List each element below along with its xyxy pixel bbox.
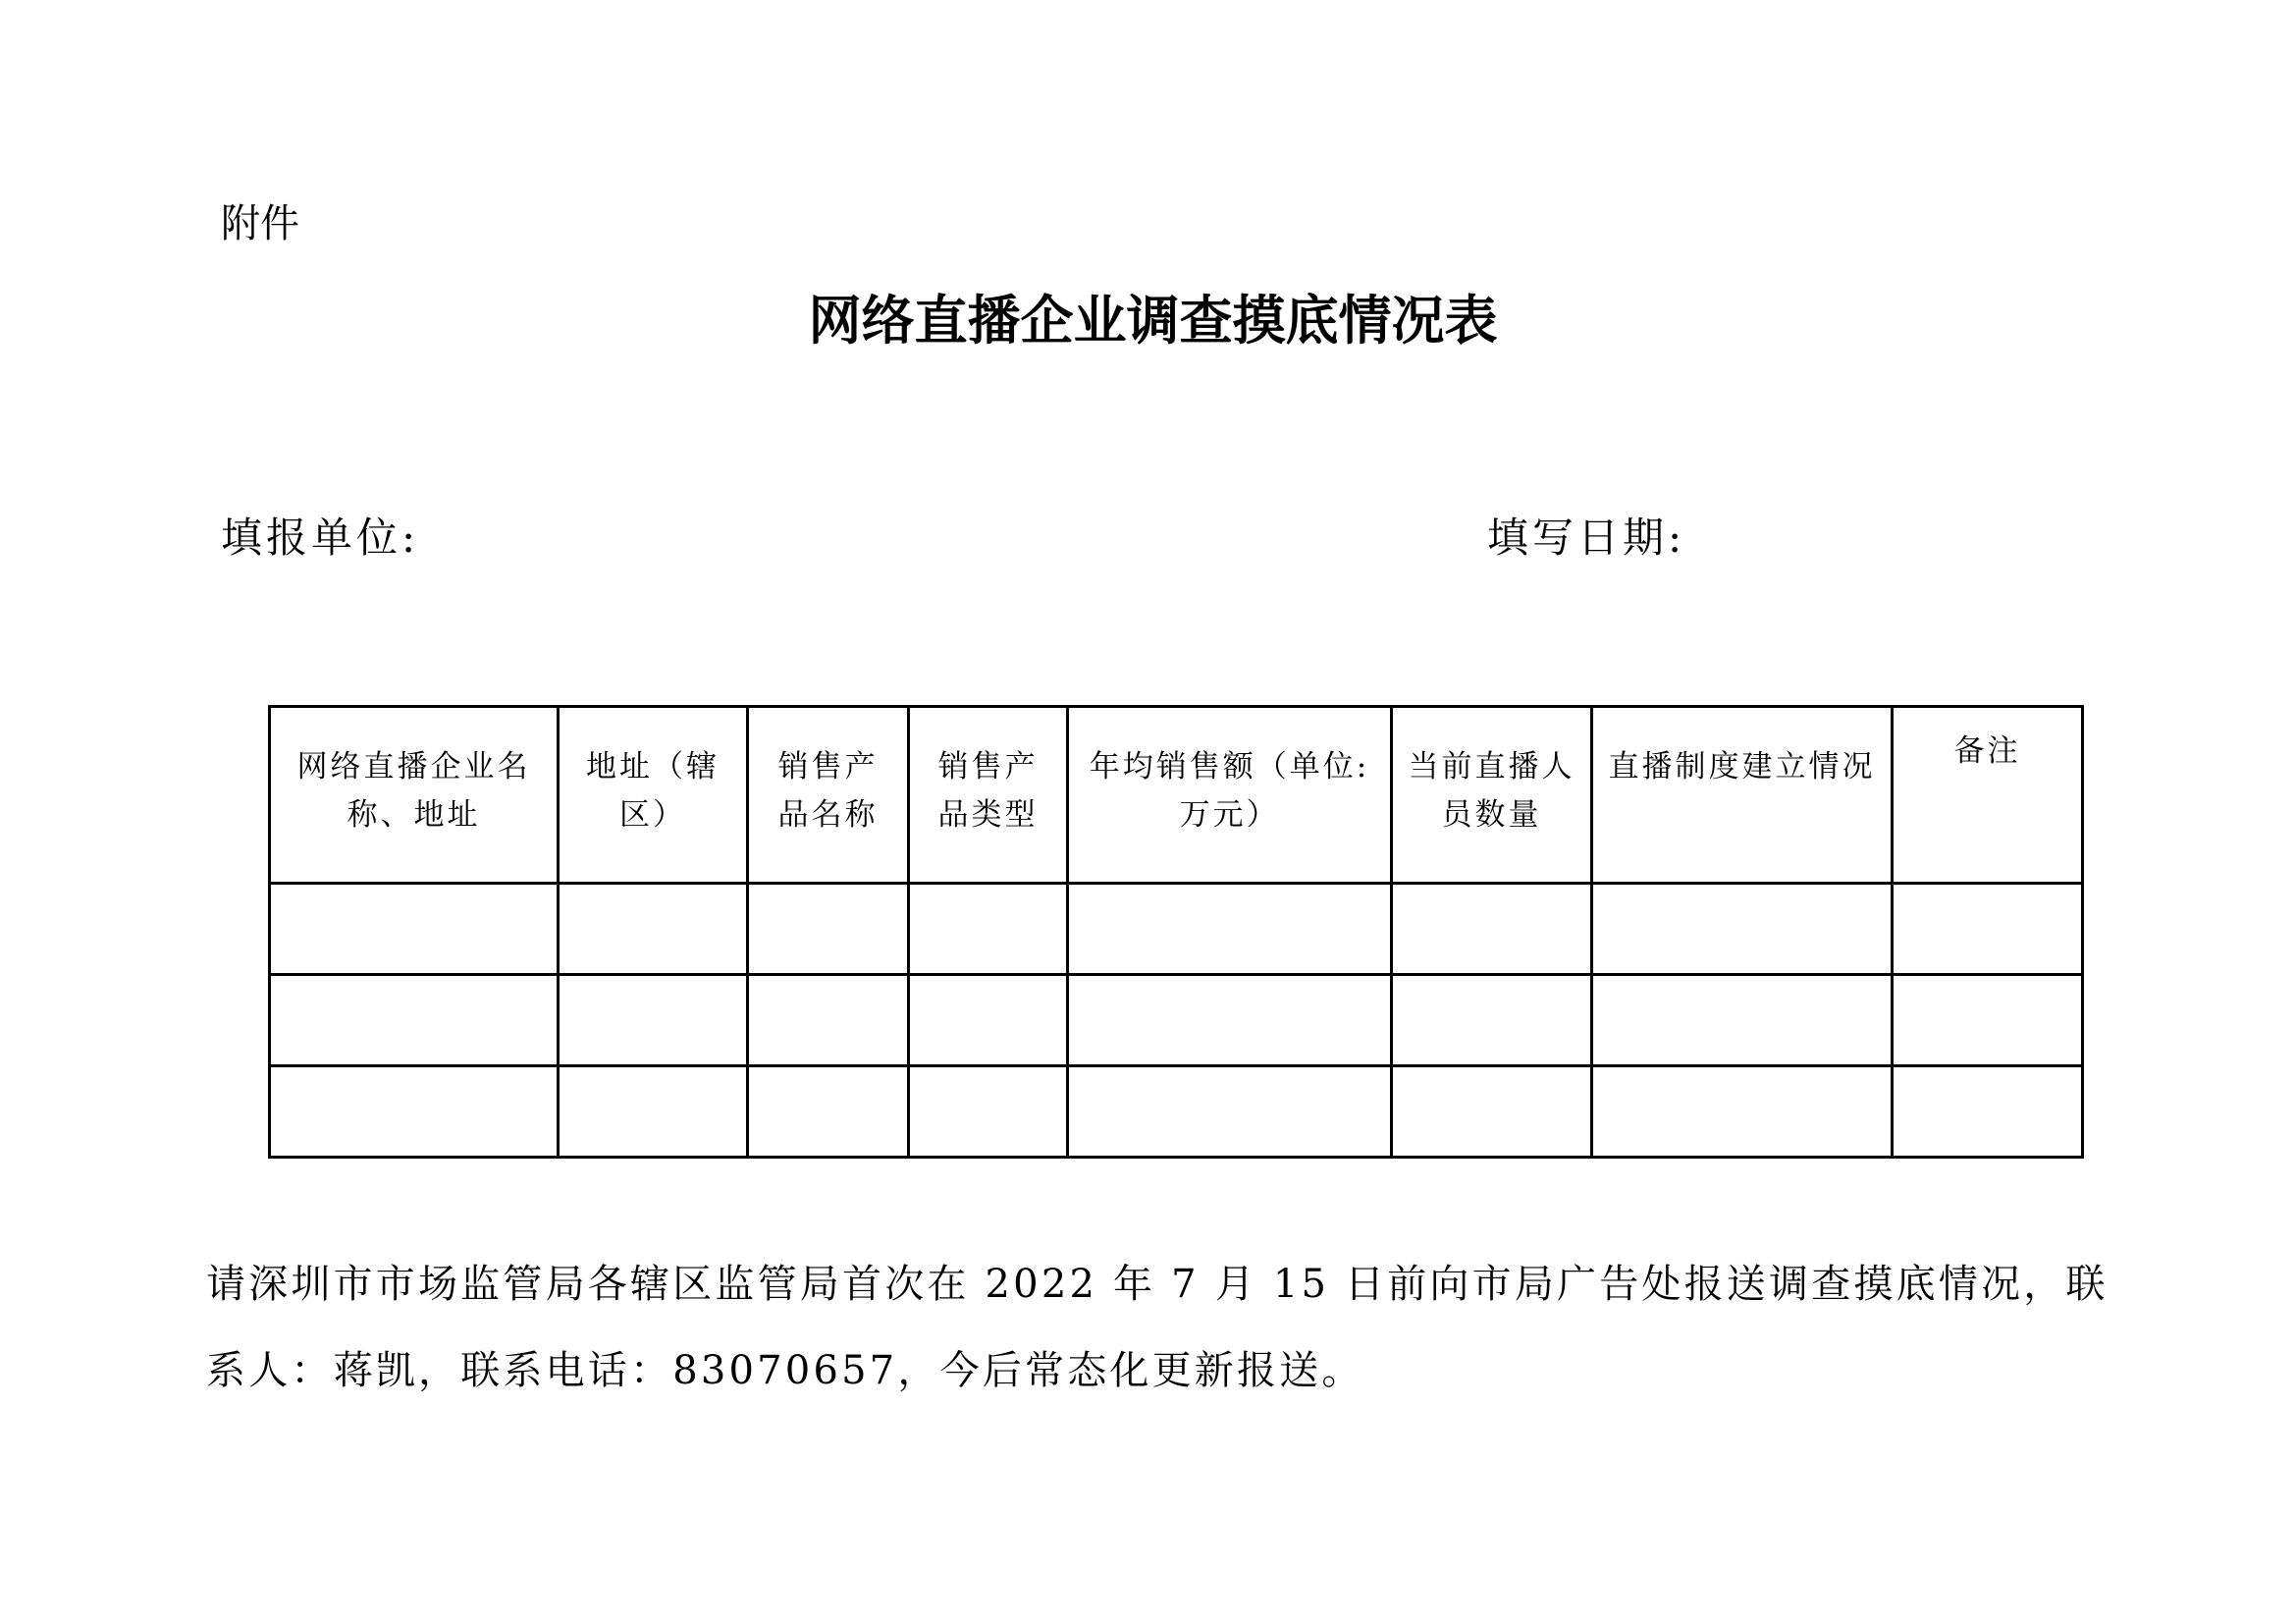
header-cell xyxy=(1068,707,1392,884)
table-cell[interactable] xyxy=(1893,884,2083,975)
table-cell[interactable] xyxy=(1893,1066,2083,1158)
table-row xyxy=(270,1066,2083,1158)
header-cell-text: 地址（辖 xyxy=(586,749,720,785)
header-cell xyxy=(748,707,909,884)
table-cell[interactable] xyxy=(1068,884,1392,975)
header-cell-text: 品类型 xyxy=(937,797,1039,833)
fill-unit-label: 填报单位: xyxy=(221,514,420,562)
page-title: 网络直播企业调查摸底情况表 xyxy=(808,290,1498,352)
footer-note-line-2: 系人：蒋凯，联系电话：83070657，今后常态化更新报送。 xyxy=(206,1348,1364,1393)
table-cell[interactable] xyxy=(909,975,1068,1066)
header-cell-text: 销售产 xyxy=(777,749,879,785)
header-cell xyxy=(909,707,1068,884)
table-row xyxy=(270,975,2083,1066)
header-cell-text: 备注 xyxy=(1953,733,2021,769)
table-cell[interactable] xyxy=(1392,1066,1592,1158)
table-cell[interactable] xyxy=(559,975,748,1066)
table-cell[interactable] xyxy=(1068,1066,1392,1158)
survey-table xyxy=(268,705,2084,1159)
header-cell-text: 直播制度建立情况 xyxy=(1608,749,1876,785)
header-cell xyxy=(1893,707,2083,884)
attachment-label: 附件 xyxy=(221,201,299,246)
table-cell[interactable] xyxy=(559,884,748,975)
header-cell-text: 销售产 xyxy=(937,749,1039,785)
table-cell[interactable] xyxy=(748,884,909,975)
table-cell[interactable] xyxy=(909,884,1068,975)
header-cell-text: 万元） xyxy=(1179,797,1280,833)
header-cell xyxy=(559,707,748,884)
table-cell[interactable] xyxy=(909,1066,1068,1158)
table-cell[interactable] xyxy=(270,884,559,975)
header-cell xyxy=(1392,707,1592,884)
header-cell-text: 品名称 xyxy=(777,797,879,833)
table-cell[interactable] xyxy=(748,975,909,1066)
footer-note-line-1: 请深圳市市场监管局各辖区监管局首次在 2022 年 7 月 15 日前向市局广告处报送调查摸底情况，联 xyxy=(206,1262,2109,1307)
table-cell[interactable] xyxy=(1392,884,1592,975)
fill-date-label: 填写日期: xyxy=(1487,514,1686,562)
table-cell[interactable] xyxy=(270,1066,559,1158)
header-cell-text: 区） xyxy=(619,797,686,833)
header-cell xyxy=(270,707,559,884)
table-cell[interactable] xyxy=(748,1066,909,1158)
table-cell[interactable] xyxy=(559,1066,748,1158)
table-cell[interactable] xyxy=(1392,975,1592,1066)
header-cell-text: 称、地址 xyxy=(347,797,481,833)
header-cell-text: 网络直播企业名 xyxy=(296,749,531,785)
table-cell[interactable] xyxy=(270,975,559,1066)
header-cell-text: 年均销售额（单位: xyxy=(1089,749,1370,785)
header-cell-text: 当前直播人 xyxy=(1408,749,1575,785)
table-cell[interactable] xyxy=(1592,1066,1893,1158)
table-row xyxy=(270,884,2083,975)
table-cell[interactable] xyxy=(1592,884,1893,975)
header-cell xyxy=(1592,707,1893,884)
table-cell[interactable] xyxy=(1893,975,2083,1066)
table-cell[interactable] xyxy=(1592,975,1893,1066)
table-header-row xyxy=(270,707,2083,884)
header-cell-text: 员数量 xyxy=(1441,797,1542,833)
table-cell[interactable] xyxy=(1068,975,1392,1066)
